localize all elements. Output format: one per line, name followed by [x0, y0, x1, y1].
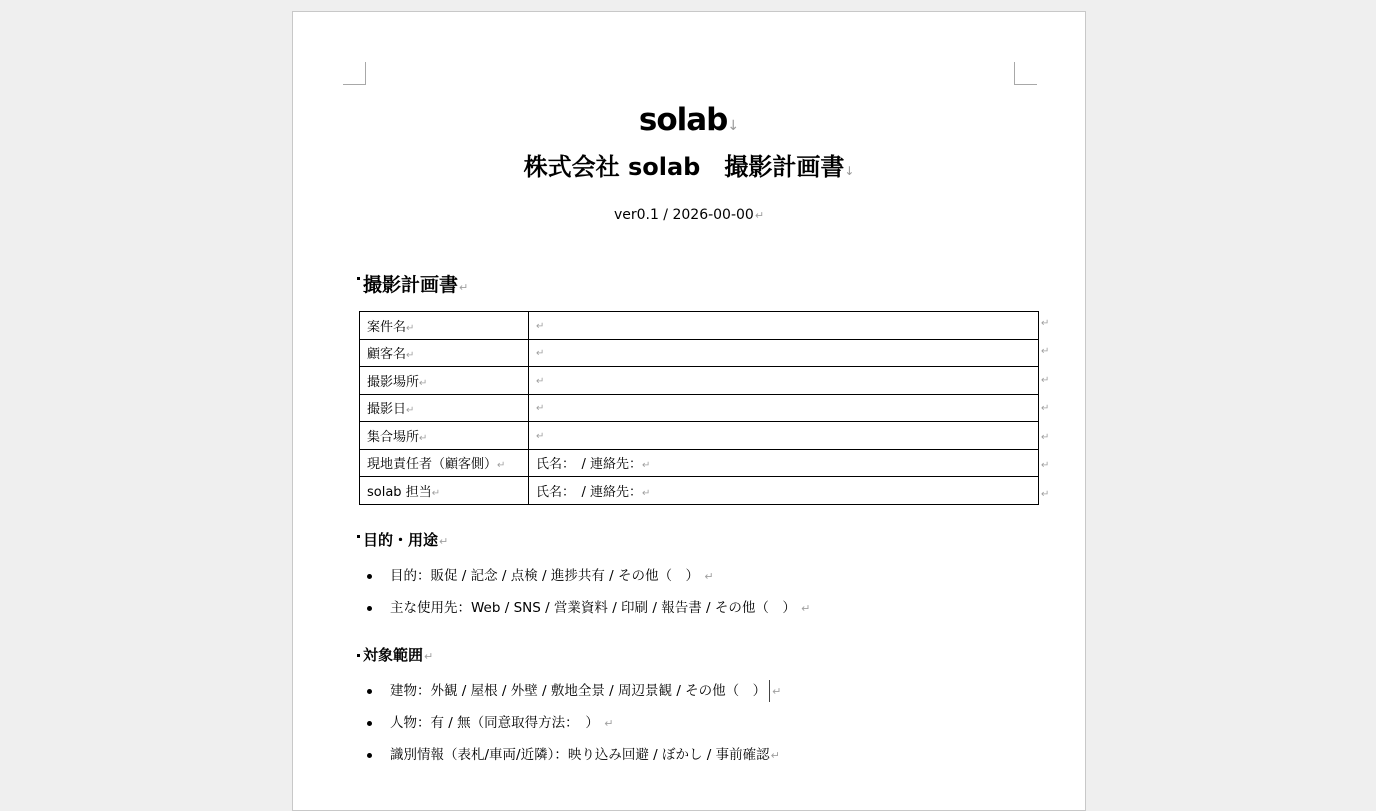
- table-cell-label[interactable]: [360, 422, 529, 450]
- section-heading-text: 撮影計画書: [363, 274, 459, 296]
- cell-text: 撮影日: [367, 402, 407, 418]
- list-item[interactable]: [357, 597, 810, 629]
- table-cell-label[interactable]: [360, 394, 529, 422]
- table-cell-value[interactable]: [529, 422, 1039, 450]
- document-title[interactable]: [293, 150, 1085, 188]
- list-item-text: 人物：有 / 無（同意取得方法： ）: [390, 715, 599, 731]
- table-cell-value[interactable]: [529, 367, 1039, 395]
- list-item[interactable]: [357, 712, 781, 744]
- list-item[interactable]: [357, 744, 781, 776]
- cell-text: 氏名： / 連絡先：: [536, 484, 643, 500]
- cell-text: 現地責任者（顧客側）: [367, 457, 498, 473]
- row-end-mark-icon: ↵: [1041, 318, 1050, 329]
- section-heading-purpose[interactable]: [357, 529, 448, 553]
- table-row: [360, 312, 1039, 340]
- heading-bullet-icon: [357, 277, 360, 280]
- table-row: [360, 339, 1039, 367]
- table-cell-label[interactable]: [360, 477, 529, 505]
- table-cell-label[interactable]: [360, 449, 529, 477]
- heading-bullet-icon: [357, 535, 360, 538]
- table-cell-value[interactable]: [529, 339, 1039, 367]
- cell-text: 案件名: [367, 319, 407, 335]
- row-end-mark-icon: ↵: [1041, 403, 1050, 414]
- row-end-mark-icon: ↵: [1041, 346, 1050, 357]
- paragraph-mark-icon: ↵: [406, 350, 415, 362]
- paragraph-mark-icon: ↵: [536, 320, 545, 332]
- paragraph-mark-icon: ↵: [770, 749, 780, 762]
- list-item-text: 主な使用先：Web / SNS / 営業資料 / 印刷 / 報告書 / その他（ ）: [390, 600, 796, 616]
- scope-list: [357, 680, 781, 776]
- table-cell-value[interactable]: [529, 312, 1039, 340]
- paragraph-mark-icon: ↵: [406, 405, 415, 417]
- version-line[interactable]: [293, 205, 1085, 226]
- paragraph-mark-icon: ↵: [604, 717, 614, 730]
- table-cell-value[interactable]: [529, 449, 1039, 477]
- paragraph-mark-icon: ↵: [772, 685, 782, 698]
- table-cell-label[interactable]: [360, 312, 529, 340]
- section-heading-plan[interactable]: [357, 271, 468, 302]
- logo-text: solab: [638, 102, 728, 138]
- line-break-mark-icon: ↓: [727, 118, 740, 134]
- table-cell-value[interactable]: [529, 477, 1039, 505]
- table-row: [360, 477, 1039, 505]
- margin-corner-top-left: [343, 62, 366, 85]
- paragraph-mark-icon: ↵: [424, 650, 434, 663]
- margin-corner-top-right: [1014, 62, 1037, 85]
- paragraph-mark-icon: ↵: [642, 460, 651, 472]
- cell-text: 氏名： / 連絡先：: [536, 457, 643, 473]
- list-item-text: 建物：外観 / 屋根 / 外壁 / 敷地全景 / 周辺景観 / その他（ ）: [390, 683, 767, 699]
- version-text: ver0.1 / 2026-00-00: [613, 207, 754, 223]
- purpose-list: [357, 565, 810, 629]
- paragraph-mark-icon: ↵: [419, 377, 428, 389]
- list-item[interactable]: [357, 565, 810, 597]
- table-row: [360, 449, 1039, 477]
- list-item[interactable]: [357, 680, 781, 712]
- paragraph-mark-icon: ↵: [406, 322, 415, 334]
- row-end-mark-icon: ↵: [1041, 375, 1050, 386]
- row-end-mark-icon: ↵: [1041, 460, 1050, 471]
- paragraph-mark-icon: ↵: [754, 209, 765, 222]
- paragraph-mark-icon: ↵: [536, 348, 545, 360]
- paragraph-mark-icon: ↵: [536, 375, 545, 387]
- plan-info-table: [359, 311, 1039, 505]
- company-logo: [293, 100, 1085, 146]
- paragraph-mark-icon: ↵: [642, 487, 651, 499]
- cell-text: 顧客名: [367, 347, 407, 363]
- table-cell-value[interactable]: [529, 394, 1039, 422]
- paragraph-mark-icon: ↵: [459, 281, 469, 294]
- table-cell-label[interactable]: [360, 339, 529, 367]
- heading-bullet-icon: [357, 654, 360, 657]
- table-cell-label[interactable]: [360, 367, 529, 395]
- table-row: [360, 422, 1039, 450]
- cell-text: solab 担当: [367, 484, 432, 500]
- list-item-text: 識別情報（表札/車両/近隣）：映り込み回避 / ぼかし / 事前確認: [390, 747, 770, 763]
- table-row: [360, 367, 1039, 395]
- paragraph-mark-icon: ↵: [431, 487, 441, 499]
- list-item-text: 目的：販促 / 記念 / 点検 / 進捗共有 / その他（ ）: [390, 568, 700, 584]
- line-break-mark-icon: ↓: [844, 164, 855, 178]
- paragraph-mark-icon: ↵: [536, 403, 545, 415]
- paragraph-mark-icon: ↵: [439, 535, 449, 548]
- document-page[interactable]: [292, 11, 1086, 811]
- text-cursor: [769, 680, 770, 702]
- section-heading-scope[interactable]: [357, 644, 433, 668]
- paragraph-mark-icon: ↵: [419, 432, 428, 444]
- section-heading-text: 目的・用途: [363, 531, 439, 549]
- cell-text: 集合場所: [367, 429, 420, 445]
- table-row: [360, 394, 1039, 422]
- document-title-text: 株式会社 solab 撮影計画書: [523, 153, 845, 181]
- cell-text: 撮影場所: [367, 374, 420, 390]
- paragraph-mark-icon: ↵: [497, 460, 506, 472]
- paragraph-mark-icon: ↵: [536, 430, 545, 442]
- section-heading-text: 対象範囲: [363, 646, 424, 664]
- paragraph-mark-icon: ↵: [801, 602, 811, 615]
- row-end-mark-icon: ↵: [1041, 432, 1050, 443]
- row-end-mark-icon: ↵: [1041, 489, 1050, 500]
- paragraph-mark-icon: ↵: [704, 570, 714, 583]
